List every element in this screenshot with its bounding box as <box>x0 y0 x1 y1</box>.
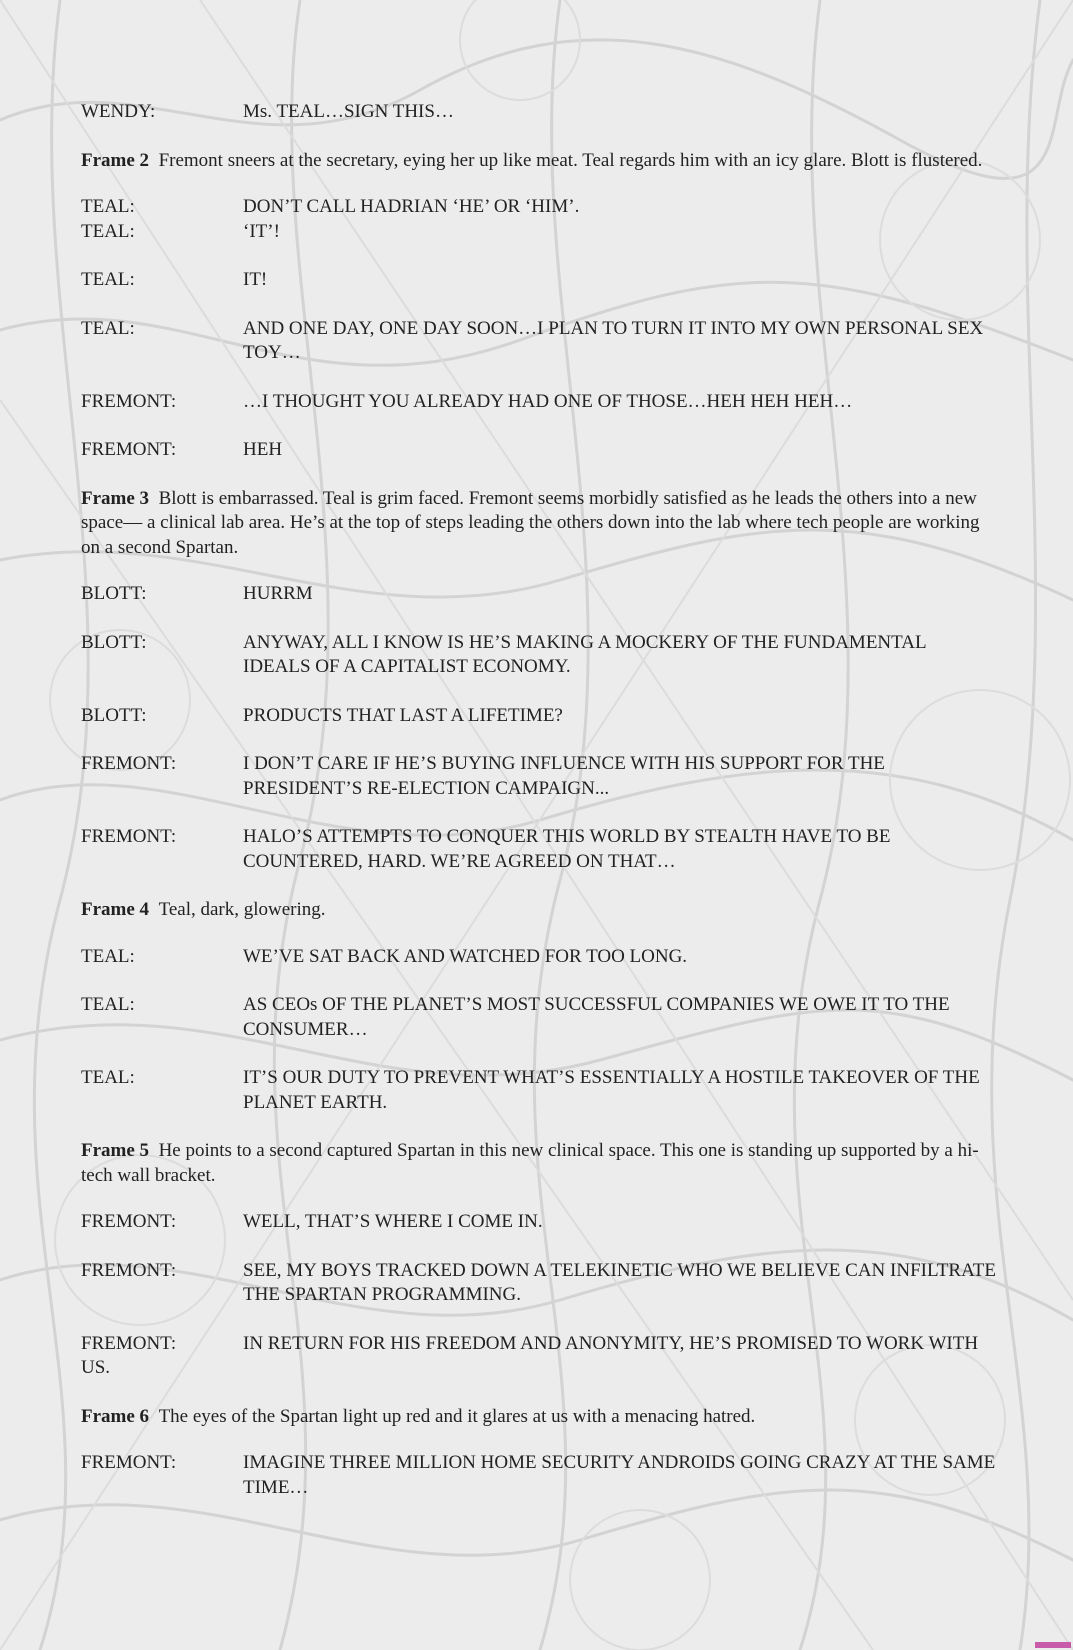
dialogue-line <box>81 1066 996 1115</box>
speaker-name: BLOTT: <box>81 631 147 653</box>
dialogue-text: AS CEOs OF THE PLANET’S MOST SUCCESSFUL COMPANIES WE OWE IT TO THE CONSUMER… <box>243 994 950 1040</box>
speaker-name: FREMONT: <box>81 1259 177 1281</box>
speaker-name: FREMONT: <box>81 439 177 460</box>
dialogue-text: ANYWAY, ALL I KNOW IS HE’S MAKING A MOCKERY OF THE FUNDAMENTAL IDEALS OF A CAPITALIST ECONOMY. <box>243 631 926 677</box>
dialogue-text: …I THOUGHT YOU ALREADY HAD ONE OF THOSE…HEH HEH HEH… <box>243 390 853 412</box>
frame-label: Frame 5 <box>81 1140 150 1161</box>
speaker-name: FREMONT: <box>81 390 177 412</box>
dialogue-line <box>81 704 996 729</box>
dialogue-text: AND ONE DAY, ONE DAY SOON…I PLAN TO TURN IT INTO MY OWN PERSONAL SEX TOY… <box>243 317 984 363</box>
speaker-name: FREMONT: <box>81 826 177 847</box>
frame-label: Frame 4 <box>81 899 150 920</box>
frame-direction <box>81 1405 996 1430</box>
dialogue-line <box>81 100 996 125</box>
speaker-name: BLOTT: <box>81 583 147 604</box>
speaker-name: BLOTT: <box>81 704 147 726</box>
script-page <box>81 100 996 1524</box>
dialogue-line <box>81 825 996 874</box>
dialogue-text: IT’S OUR DUTY TO PREVENT WHAT’S ESSENTIALLY A HOSTILE TAKEOVER OF THE PLANET EARTH. <box>243 1067 980 1113</box>
frame-label: Frame 3 <box>81 487 150 509</box>
dialogue-line <box>81 993 996 1042</box>
frame-description: Teal, dark, glowering. <box>158 899 326 920</box>
dialogue-line <box>81 220 996 245</box>
dialogue-text: HURRM <box>243 583 313 604</box>
frame-direction <box>81 1139 996 1188</box>
speaker-name: TEAL: <box>81 945 135 967</box>
dialogue-line <box>81 1259 996 1308</box>
frame-label: Frame 6 <box>81 1405 150 1427</box>
speaker-name: TEAL: <box>81 317 135 339</box>
dialogue-line <box>81 945 996 970</box>
dialogue-text: WELL, THAT’S WHERE I COME IN. <box>243 1211 543 1232</box>
dialogue-line <box>81 1332 996 1381</box>
frame-description: Fremont sneers at the secretary, eying her up like meat. Teal regards him with an icy glare. Blott is flustered. <box>158 149 983 171</box>
dialogue-text: IT! <box>243 269 268 290</box>
dialogue-text: SEE, MY BOYS TRACKED DOWN A TELEKINETIC WHO WE BELIEVE CAN INFILTRATE THE SPARTAN PROGRAMMING. <box>243 1259 996 1305</box>
frame-direction <box>81 487 996 561</box>
frame-direction <box>81 149 996 174</box>
speaker-name: TEAL: <box>81 994 135 1015</box>
speaker-name: FREMONT: <box>81 1332 177 1354</box>
dialogue-line <box>81 317 996 366</box>
dialogue-line <box>81 631 996 680</box>
frame-direction <box>81 898 996 923</box>
speaker-name: FREMONT: <box>81 1452 177 1473</box>
frame-label: Frame 2 <box>81 149 150 171</box>
dialogue-line <box>81 268 996 293</box>
speaker-name: TEAL: <box>81 269 135 290</box>
frame-description: He points to a second captured Spartan in this new clinical space. This one is standing up supported by a hi-tech wall bracket. <box>81 1140 979 1186</box>
frame-description: Blott is embarrassed. Teal is grim faced. Fremont seems morbidly satisfied as he leads the others into a new space— a clinical lab area. He’s at the top of steps leading the others down into the lab where tech people are working on a second Spartan. <box>81 487 980 558</box>
page-corner-mark <box>1035 1642 1071 1648</box>
dialogue-text: PRODUCTS THAT LAST A LIFETIME? <box>243 704 563 726</box>
dialogue-line <box>81 752 996 801</box>
dialogue-line <box>81 438 996 463</box>
speaker-name: FREMONT: <box>81 753 177 774</box>
speaker-name: TEAL: <box>81 196 135 217</box>
dialogue-line <box>81 582 996 607</box>
dialogue-text: HEH <box>243 439 283 460</box>
speaker-name: WENDY: <box>81 101 156 122</box>
speaker-name: FREMONT: <box>81 1211 177 1232</box>
dialogue-text: Ms. TEAL…SIGN THIS… <box>243 101 454 122</box>
dialogue-text: HALO’S ATTEMPTS TO CONQUER THIS WORLD BY STEALTH HAVE TO BE COUNTERED, HARD. WE’RE AGREED ON THAT… <box>243 826 891 872</box>
dialogue-line <box>81 1210 996 1235</box>
dialogue-text: IMAGINE THREE MILLION HOME SECURITY ANDROIDS GOING CRAZY AT THE SAME TIME… <box>243 1452 996 1498</box>
dialogue-text: IN RETURN FOR HIS FREEDOM AND ANONYMITY, HE’S PROMISED TO WORK WITH US. <box>81 1332 979 1378</box>
dialogue-text: DON’T CALL HADRIAN ‘HE’ OR ‘HIM’. <box>243 196 580 217</box>
speaker-name: TEAL: <box>81 1067 135 1088</box>
dialogue-line <box>81 195 996 220</box>
speaker-name: TEAL: <box>81 220 135 242</box>
dialogue-line <box>81 1451 996 1500</box>
dialogue-text: I DON’T CARE IF HE’S BUYING INFLUENCE WITH HIS SUPPORT FOR THE PRESIDENT’S RE-ELECTION CAMPAIGN... <box>243 753 885 799</box>
dialogue-text: ‘IT’! <box>243 220 280 242</box>
dialogue-line <box>81 390 996 415</box>
dialogue-text: WE’VE SAT BACK AND WATCHED FOR TOO LONG. <box>243 945 688 967</box>
frame-description: The eyes of the Spartan light up red and it glares at us with a menacing hatred. <box>158 1405 756 1427</box>
